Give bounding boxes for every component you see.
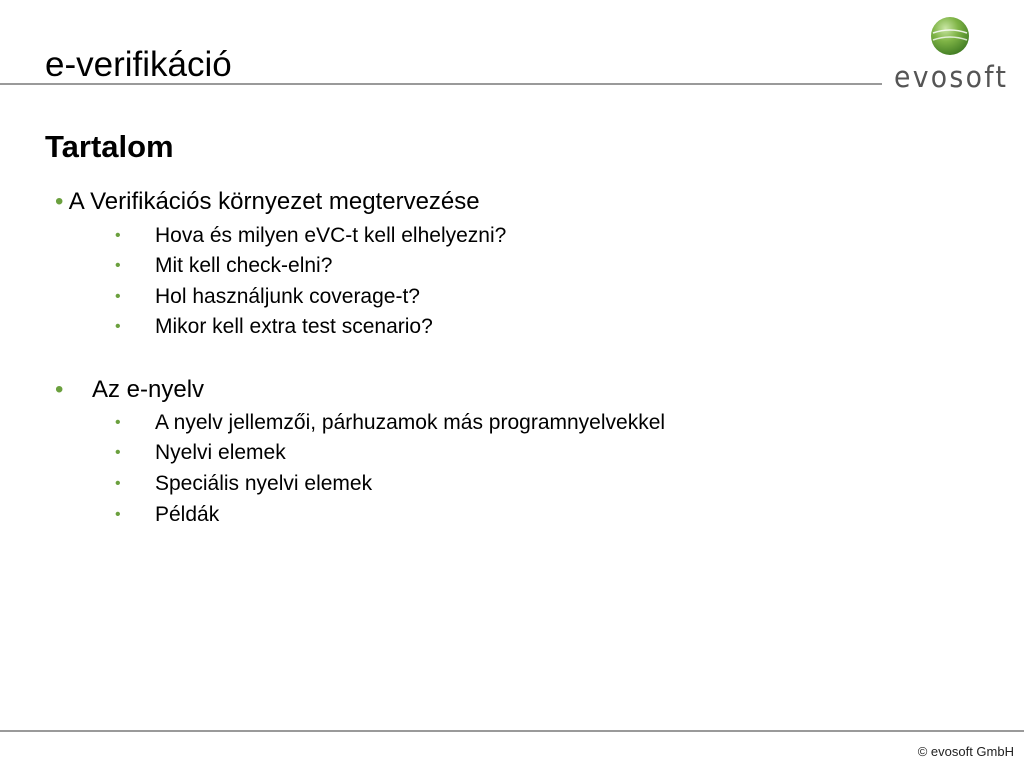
outline-subitem-label: A nyelv jellemzői, párhuzamok más programnyelvekkel — [155, 411, 666, 434]
bullet-icon: • — [115, 257, 121, 274]
outline-subitem-label: Hova és milyen eVC-t kell elhelyezni? — [155, 224, 507, 247]
bullet-icon: • — [55, 376, 64, 403]
bullet-icon: • — [115, 227, 121, 244]
footer-divider — [0, 730, 1024, 732]
evosoft-logo — [894, 14, 1010, 94]
outline-item — [55, 188, 480, 216]
outline-subitem-label: Hol használjunk coverage-t? — [155, 285, 420, 308]
outline-subitem-label: Nyelvi elemek — [155, 441, 286, 464]
outline-subitem-label: Speciális nyelvi elemek — [155, 472, 373, 495]
section-heading: Tartalom — [45, 129, 174, 164]
outline-item-label: A Verifikációs környezet megtervezése — [68, 188, 480, 215]
bullet-icon: • — [115, 444, 121, 461]
bullet-icon: • — [115, 414, 121, 431]
bullet-icon: • — [115, 506, 121, 523]
bullet-icon: • — [115, 288, 121, 305]
slide-title: e-verifikáció — [45, 45, 232, 84]
globe-icon — [930, 16, 970, 56]
logo-wordmark: evosoft — [894, 60, 1009, 94]
bullet-icon: • — [55, 188, 64, 215]
bullet-icon: • — [115, 475, 121, 492]
header-divider — [0, 83, 882, 85]
outline-subitem-label: Mit kell check-elni? — [155, 254, 333, 277]
bullet-icon: • — [115, 318, 121, 335]
outline-subitem-label: Mikor kell extra test scenario? — [155, 315, 433, 338]
outline-subitem-label: Példák — [155, 503, 220, 526]
outline-item — [55, 376, 205, 404]
outline-item-label: Az e-nyelv — [92, 376, 205, 403]
copyright-notice: © evosoft GmbH — [917, 744, 1014, 759]
